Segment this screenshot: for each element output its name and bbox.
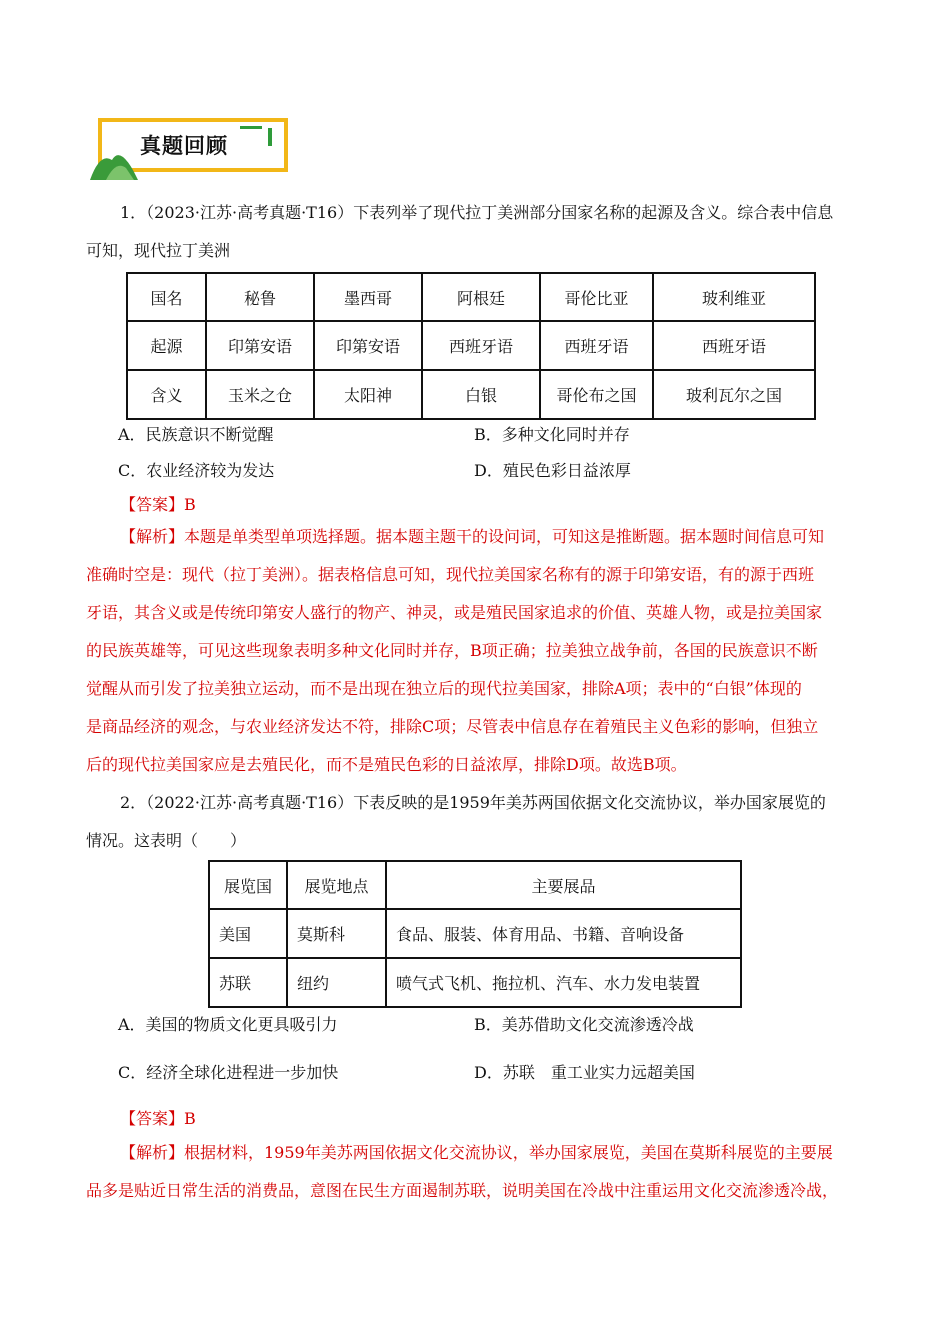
q1-option-b: B．多种文化同时并存 <box>474 425 630 444</box>
table-cell: 太阳神 <box>314 370 422 419</box>
q1-stem-line2: 可知，现代拉丁美洲 <box>86 241 231 260</box>
banner-title: 真题回顾 <box>140 134 228 158</box>
q2-option-c: C．经济全球化进程进一步加快 <box>118 1063 339 1082</box>
table-cell: 苏联 <box>209 958 287 1007</box>
analysis-line: 的民族英雄等，可见这些现象表明多种文化同时并存，B项正确；拉美独立战争前，各国的民族意识不断 <box>86 641 818 660</box>
q2-answer: 【答案】B <box>120 1109 196 1128</box>
q1-option-d: D．殖民色彩日益浓厚 <box>474 461 631 480</box>
table-cell: 西班牙语 <box>422 321 540 370</box>
q1-stem-line1: 1．（2023·江苏·高考真题·T16）下表列举了现代拉丁美洲部分国家名称的起源及含义。综合表中信息 <box>120 203 834 222</box>
table-cell: 阿根廷 <box>422 273 540 321</box>
table-cell: 美国 <box>209 909 287 958</box>
table-row <box>209 909 741 958</box>
table-row <box>127 273 815 321</box>
banner-accent-bar <box>268 128 272 146</box>
table-cell: 起源 <box>127 321 206 370</box>
q2-option-d: D．苏联 重工业实力远超美国 <box>474 1063 695 1082</box>
table-row <box>127 370 815 419</box>
table-cell: 白银 <box>422 370 540 419</box>
table-cell: 主要展品 <box>386 861 741 909</box>
q2-stem-line2: 情况。这表明（ ） <box>86 831 247 850</box>
analysis-line: 准确时空是：现代（拉丁美洲）。据表格信息可知，现代拉美国家名称有的源于印第安语，有的源于西班 <box>86 565 815 584</box>
q2-analysis <box>86 1134 886 1210</box>
table-row <box>209 958 741 1007</box>
table-cell: 国名 <box>127 273 206 321</box>
hill-icon <box>90 146 140 180</box>
table-cell: 玻利维亚 <box>653 273 815 321</box>
table-cell: 哥伦比亚 <box>540 273 653 321</box>
table-cell: 西班牙语 <box>540 321 653 370</box>
q2-stem-line1: 2．（2022·江苏·高考真题·T16）下表反映的是1959年美苏两国依据文化交流协议，举办国家展览的 <box>120 793 826 812</box>
q1-answer: 【答案】B <box>120 495 196 514</box>
table-row <box>127 321 815 370</box>
table-cell: 墨西哥 <box>314 273 422 321</box>
table-cell: 印第安语 <box>314 321 422 370</box>
analysis-line: 品多是贴近日常生活的消费品，意图在民生方面遏制苏联，说明美国在冷战中注重运用文化交流渗透冷战， <box>86 1181 839 1200</box>
q2-option-b: B．美苏借助文化交流渗透冷战 <box>474 1015 694 1034</box>
table-cell: 秘鲁 <box>206 273 314 321</box>
q1-table <box>126 272 816 420</box>
q1-option-c: C．农业经济较为发达 <box>118 461 275 480</box>
analysis-line: 牙语，其含义或是传统印第安人盛行的物产、神灵，或是殖民国家追求的价值、英雄人物，或是拉美国家 <box>86 603 823 622</box>
table-cell: 玻利瓦尔之国 <box>653 370 815 419</box>
table-cell: 印第安语 <box>206 321 314 370</box>
table-row <box>209 861 741 909</box>
table-cell: 展览地点 <box>287 861 386 909</box>
analysis-line: 是商品经济的观念，与农业经济发达不符，排除C项；尽管表中信息存在着殖民主义色彩的影响，但独立 <box>86 717 819 736</box>
analysis-line: 【解析】根据材料，1959年美苏两国依据文化交流协议，举办国家展览，美国在莫斯科展览的主要展 <box>120 1143 833 1162</box>
table-cell: 哥伦布之国 <box>540 370 653 419</box>
table-cell: 食品、服装、体育用品、书籍、音响设备 <box>386 909 741 958</box>
q2-table <box>208 860 742 1008</box>
section-banner <box>90 116 296 180</box>
banner-accent-line <box>240 126 262 129</box>
table-cell: 西班牙语 <box>653 321 815 370</box>
table-cell: 玉米之仓 <box>206 370 314 419</box>
table-cell: 展览国 <box>209 861 287 909</box>
analysis-line: 觉醒从而引发了拉美独立运动，而不是出现在独立后的现代拉美国家，排除A项；表中的“白银”体现的 <box>86 679 802 698</box>
q1-analysis <box>86 518 886 784</box>
q1-option-a: A．民族意识不断觉醒 <box>118 425 274 444</box>
analysis-line: 后的现代拉美国家应是去殖民化，而不是殖民色彩的日益浓厚，排除D项。故选B项。 <box>86 755 687 774</box>
table-cell: 纽约 <box>287 958 386 1007</box>
table-cell: 喷气式飞机、拖拉机、汽车、水力发电装置 <box>386 958 741 1007</box>
table-cell: 莫斯科 <box>287 909 386 958</box>
analysis-line: 【解析】本题是单类型单项选择题。据本题主题干的设问词，可知这是推断题。据本题时间信息可知 <box>120 527 825 546</box>
table-cell: 含义 <box>127 370 206 419</box>
q2-option-a: A．美国的物质文化更具吸引力 <box>118 1015 338 1034</box>
